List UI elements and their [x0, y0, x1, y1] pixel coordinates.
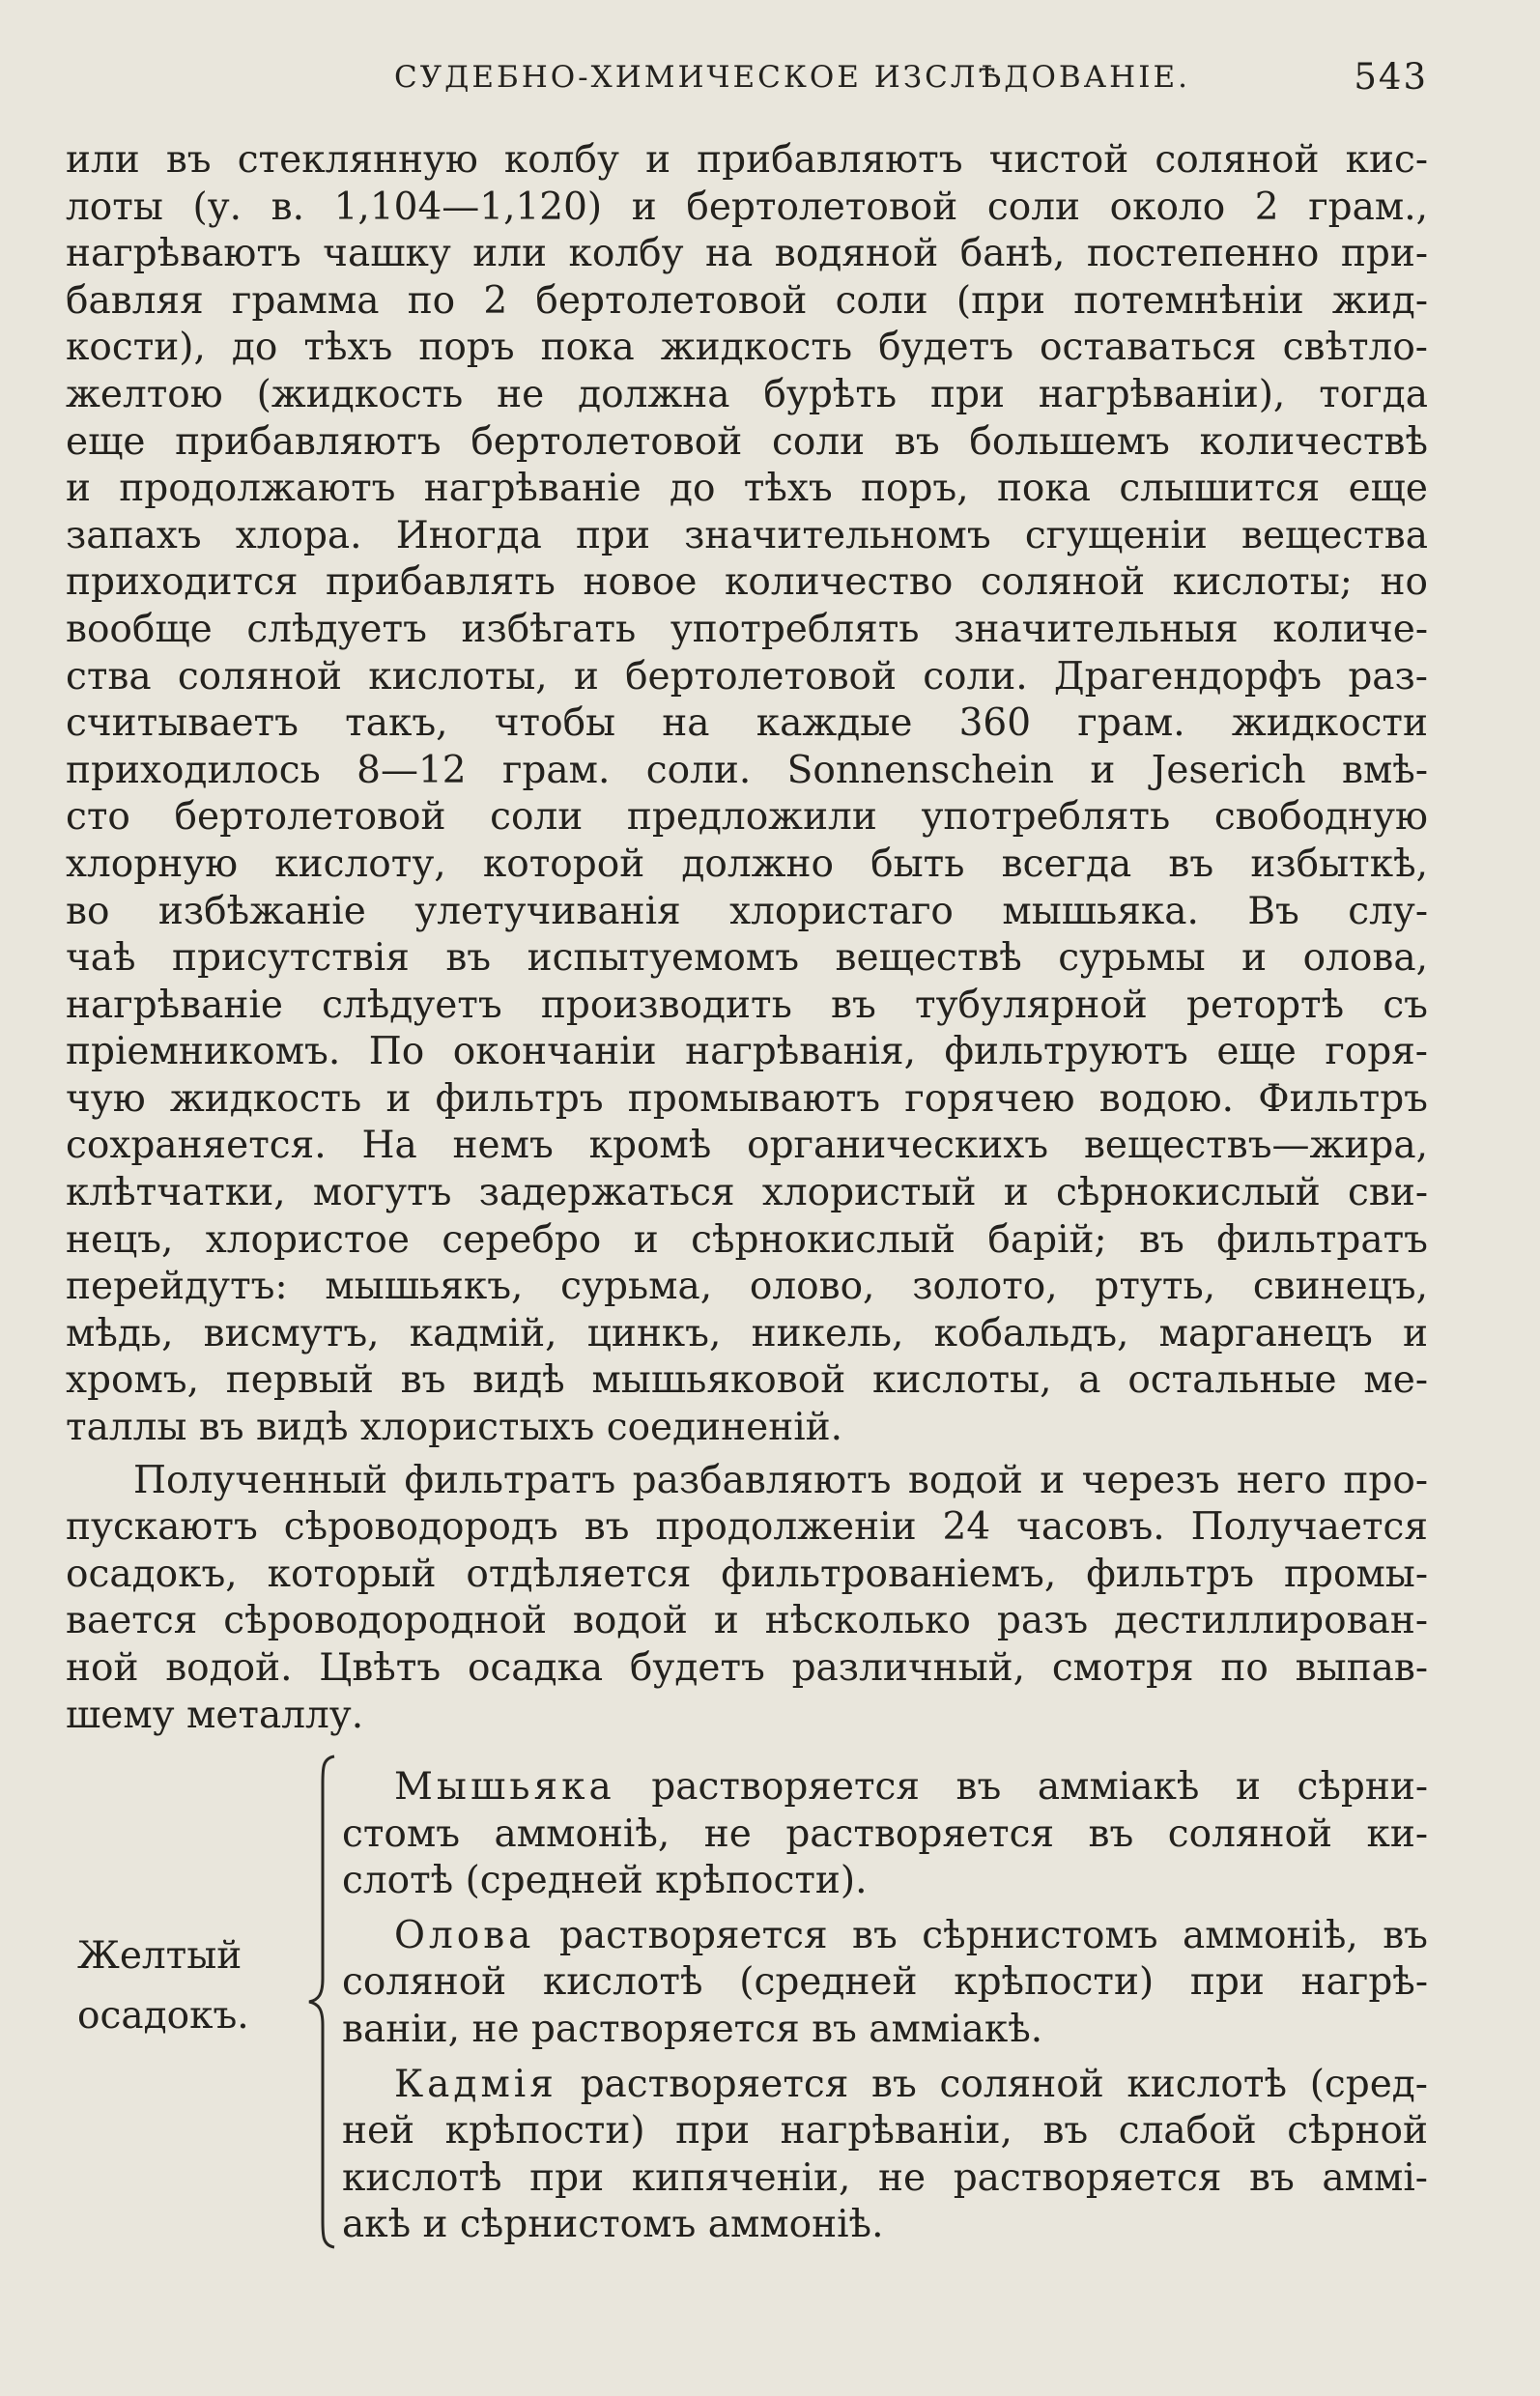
text-line: и продолжаютъ нагрѣваніе до тѣхъ поръ, пока слышится еще: [66, 467, 1428, 511]
text-line: желтою (жидкость не должна бурѣть при нагрѣваніи), тогда: [66, 372, 1428, 416]
text-line: [342, 1764, 1428, 1811]
text-line: хромъ, первый въ видѣ мышьяковой кислоты, а остальные ме-: [66, 1358, 1428, 1403]
text-line: кислотѣ при кипяченіи, не растворяется въ аммі-: [342, 2155, 1428, 2200]
text-line: таллы въ видѣ хлористыхъ соединеній.: [66, 1406, 843, 1450]
text-line: приходилось 8—12 грам. соли. Sonnenschein и Jeserich вмѣ-: [66, 748, 1428, 792]
paragraph-1: [66, 137, 1428, 1452]
entry-arsenic: [342, 1764, 1428, 1905]
text-line: нагрѣваютъ чашку или колбу на водяной банѣ, постепенно при-: [66, 232, 1428, 276]
running-title: СУДЕБНО-ХИМИЧЕСКОЕ ИЗСЛѢДОВАНІЕ.: [394, 60, 1190, 95]
text-line: перейдутъ: мышьякъ, сурьма, олово, золото, ртуть, свинецъ,: [66, 1265, 1428, 1309]
entry-term: Кадмія: [394, 2062, 557, 2106]
text-line: сто бертолетовой соли предложили употреблять свободную: [66, 795, 1428, 840]
page-header: [66, 56, 1428, 104]
text-line: сохраняется. На немъ кромѣ органическихъ веществъ—жира,: [66, 1124, 1428, 1168]
text-line: слотѣ (средней крѣпости).: [342, 1859, 868, 1903]
label-line: осадокъ.: [77, 1994, 249, 2038]
text-line: еще прибавляютъ бертолетовой соли въ большемъ количествѣ: [66, 419, 1428, 464]
classification-entries: [342, 1764, 1428, 2257]
text-line: [342, 1913, 1428, 1960]
text-line: [342, 2062, 1428, 2109]
text-line: ваніи, не растворяется въ амміакѣ.: [342, 2007, 1043, 2051]
text-line: вообще слѣдуетъ избѣгать употреблять значительныя количе-: [66, 607, 1428, 651]
text-line: считываетъ такъ, чтобы на каждые 360 грам. жидкости: [66, 701, 1428, 746]
text-line: или въ стеклянную колбу и прибавляютъ чистой соляной кис-: [66, 138, 1428, 182]
text-line: пускаютъ сѣроводородъ въ продолженіи 24 часовъ. Получается: [66, 1505, 1428, 1550]
text-line: клѣтчатки, могутъ задержаться хлористый и сѣрнокислый сви-: [66, 1171, 1428, 1215]
text-line: мѣдь, висмутъ, кадмій, цинкъ, никель, кобальдъ, марганецъ и: [66, 1311, 1428, 1355]
precipitate-classification: [66, 1751, 1428, 2253]
text-line: шему металлу.: [66, 1693, 364, 1737]
text-line: осадокъ, который отдѣляется фильтрованіемъ, фильтръ промы-: [66, 1552, 1428, 1596]
text-line: нецъ, хлористое серебро и сѣрнокислый барій; въ фильтратъ: [66, 1217, 1428, 1262]
entry-cadmium: [342, 2062, 1428, 2249]
text-line: вается сѣроводородной водой и нѣсколько разъ дестиллирован-: [66, 1599, 1428, 1643]
label-line: Желтый: [77, 1934, 242, 1978]
entry-text: растворяется въ соляной кислотѣ (сред-: [580, 2062, 1428, 2106]
page-number: 543: [1354, 56, 1428, 98]
classification-label: [77, 1926, 249, 2046]
text-line: лоты (у. в. 1,104—1,120) и бертолетовой соли около 2 грам.,: [66, 185, 1428, 229]
text-line: ней крѣпости) при нагрѣваніи, въ слабой сѣрной: [342, 2109, 1428, 2154]
text-line: ства соляной кислоты, и бертолетовой соли. Драгендорфъ раз-: [66, 654, 1428, 699]
paragraph-2: [66, 1458, 1428, 1740]
entry-tin: [342, 1913, 1428, 2054]
entry-text: растворяется въ сѣрнистомъ аммоніѣ, въ: [558, 1913, 1428, 1957]
text-line: во избѣжаніе улетучиванія хлористаго мышьяка. Въ слу-: [66, 889, 1428, 933]
entry-text: растворяется въ амміакѣ и сѣрни-: [651, 1765, 1428, 1809]
text-line: ной водой. Цвѣтъ осадка будетъ различный, смотря по выпав-: [66, 1646, 1428, 1690]
body-text: [66, 137, 1428, 1739]
entry-term: Олова: [394, 1913, 535, 1957]
text-line: нагрѣваніе слѣдуетъ производить въ тубулярной ретортѣ съ: [66, 983, 1428, 1027]
text-line: запахъ хлора. Иногда при значительномъ сгущеніи вещества: [66, 513, 1428, 557]
text-line: Полученный фильтратъ разбавляютъ водой и черезъ него про-: [133, 1458, 1428, 1502]
text-line: соляной кислотѣ (средней крѣпости) при нагрѣ-: [342, 1960, 1428, 2005]
text-line: приходится прибавлять новое количество соляной кислоты; но: [66, 560, 1428, 605]
text-line: чую жидкость и фильтръ промываютъ горячею водою. Фильтръ: [66, 1076, 1428, 1121]
text-line: чаѣ присутствія въ испытуемомъ веществѣ сурьмы и олова,: [66, 936, 1428, 981]
text-line: стомъ аммоніѣ, не растворяется въ соляной ки-: [342, 1811, 1428, 1856]
entry-term: Мышьяка: [394, 1765, 615, 1809]
text-line: кости), до тѣхъ поръ пока жидкость будетъ оставаться свѣтло-: [66, 326, 1428, 370]
text-line: хлорную кислоту, которой должно быть всегда въ избыткѣ,: [66, 841, 1428, 886]
text-line: акѣ и сѣрнистомъ аммоніѣ.: [342, 2203, 884, 2247]
text-line: пріемникомъ. По окончаніи нагрѣванія, фильтруютъ еще горя-: [66, 1030, 1428, 1074]
text-line: бавляя грамма по 2 бертолетовой соли (при потемнѣніи жид-: [66, 278, 1428, 323]
